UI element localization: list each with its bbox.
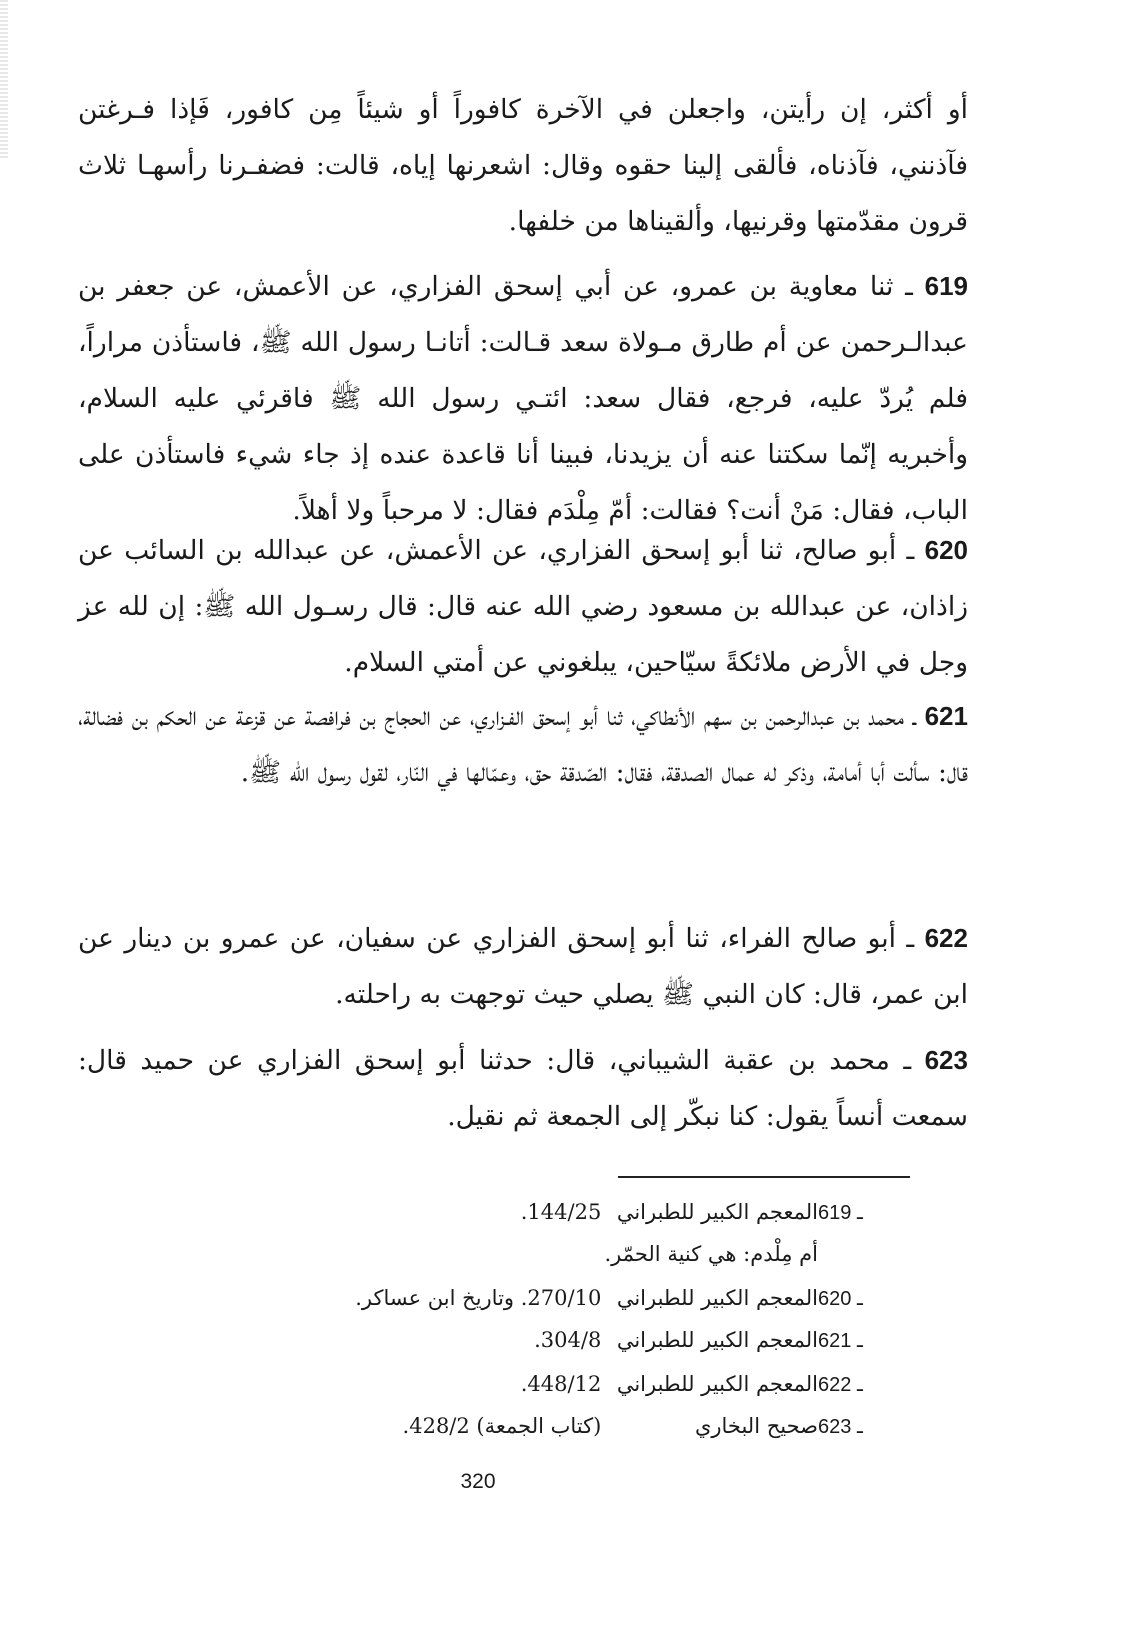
hadith-619 <box>78 258 968 539</box>
hadith-text: ـ أبو صالح الفراء، ثنا أبو إسحق الفزاري عن سفيان، عن عمرو بن دينار عن ابن عمر، قال: كان النبي ﷺ يصلي حيث توجهت به راحلته. <box>78 923 968 1010</box>
footnote-reference: (كتاب الجمعة) 428/2. <box>402 1414 602 1438</box>
hadith-text: ـ محمد بن عبدالرحمن بن سهم الأنطاكي، ثنا أبو إسحق الفـزاري، عن الحجاج بن فرافصة عن قزعة عن الحكم بن فضالة، قال: سألت أبا أمامة، وذكر له عمال الصدقة، فقال: الصّدقة حق، وعمّالها في النّار، لقول رسول الله ﷺ. <box>78 701 968 788</box>
footnote-source: المعجم الكبير للطبراني <box>616 1286 818 1310</box>
footnote-reference: 448/12. <box>520 1372 602 1396</box>
footnote-reference: 304/8. <box>534 1328 602 1352</box>
hadith-number: 622 <box>924 923 968 953</box>
footnote-divider <box>618 1176 910 1178</box>
hadith-number: 619 <box>924 271 968 301</box>
footnote-620 <box>300 1278 910 1318</box>
hadith-621 <box>78 688 968 801</box>
continuation-paragraph <box>78 82 968 250</box>
footnote-619 <box>300 1192 910 1232</box>
hadith-623 <box>78 1032 968 1145</box>
footnote-source: صحيح البخاري <box>694 1414 818 1438</box>
footnote-623 <box>300 1406 910 1446</box>
footnote-source: المعجم الكبير للطبراني <box>616 1372 818 1396</box>
scan-edge-artifact <box>0 0 8 160</box>
continuation-text: أو أكثر، إن رأيتن، واجعلن في الآخرة كافوراً أو شيئاً مِن كافور، فَإذا فـرغتن فآذنني، فآذناه، فألقى إلينا حقوه وقال: اشعرنها إياه، قالت: فضفـرنا رأسهـا ثلاث قرون مقدّمتها وقرنيها، وألقيناها من خلفها. <box>78 94 968 237</box>
footnote-reference: 144/25. <box>520 1200 602 1224</box>
hadith-620 <box>78 522 968 691</box>
hadith-number: 621 <box>924 701 968 731</box>
footnote-source: المعجم الكبير للطبراني <box>616 1328 818 1352</box>
footnote-number: 622 ـ <box>818 1374 863 1396</box>
footnote-note: أم مِلْدم: هي كنية الحمّر. <box>604 1242 818 1266</box>
footnote-number: 623 ـ <box>818 1416 863 1438</box>
hadith-622 <box>78 910 968 1023</box>
hadith-number: 623 <box>924 1045 968 1075</box>
footnote-619-note <box>300 1234 910 1274</box>
footnote-number: 620 ـ <box>818 1288 863 1310</box>
footnote-number: 619 ـ <box>818 1202 863 1224</box>
hadith-text: ـ أبو صالح، ثنا أبو إسحق الفزاري، عن الأعمش، عن عبدالله بن السائب عن زاذان، عن عبدالله بن مسعود رضي الله عنه قال: قال رسـول الله ﷺ: إن لله عز وجل في الأرض ملائكةً سيّاحين، يبلغوني عن أمتي السلام. <box>78 535 968 678</box>
footnote-622 <box>300 1364 910 1404</box>
footnote-number: 621 ـ <box>818 1330 863 1352</box>
hadith-text: ـ ثنا معاوية بن عمرو، عن أبي إسحق الفزاري، عن الأعمش، عن جعفر بن عبدالـرحمن عن أم طارق مـولاة سعد قـالت: أتانـا رسول الله ﷺ، فاستأذن مراراً، فلم يُردّ عليه، فرجع، فقال سعد: ائتـي رسول الله ﷺ فاقرئي عليه السلام، وأخبريه إنّما سكتنا عنه أن يزيدنا، فبينا أنا قاعدة عنده إذ جاء شيء فاستأذن على الباب، فقال: مَنْ أنت؟ فقالت: أمّ مِلْدَم فقال: لا مرحباً ولا أهلاً. <box>78 271 968 526</box>
footnote-621 <box>300 1320 910 1360</box>
hadith-text: ـ محمد بن عقبة الشيباني، قال: حدثنا أبو إسحق الفزاري عن حميد قال: سمعت أنساً يقول: كنا نبكّر إلى الجمعة ثم نقيل. <box>78 1045 968 1132</box>
footnote-reference: 270/10. وتاريخ ابن عساكر. <box>355 1286 602 1310</box>
footnote-source: المعجم الكبير للطبراني <box>616 1200 818 1224</box>
hadith-number: 620 <box>924 535 968 565</box>
page-number: 320 <box>460 1470 496 1493</box>
